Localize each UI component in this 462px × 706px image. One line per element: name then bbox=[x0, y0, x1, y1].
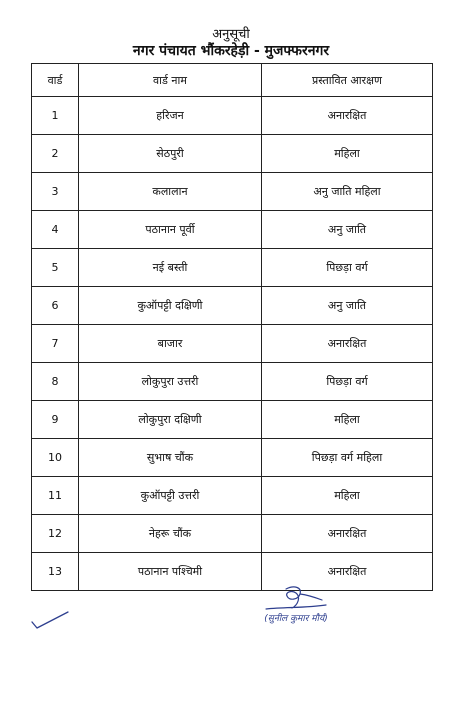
ward-name-cell: लोकुपुरा उत्तरी bbox=[79, 363, 262, 401]
reservation-cell: महिला bbox=[262, 401, 433, 439]
ward-number-cell: 8 bbox=[32, 363, 79, 401]
ward-name-cell: सेठपुरी bbox=[79, 135, 262, 173]
ward-number-cell: 11 bbox=[32, 477, 79, 515]
table-row bbox=[32, 401, 433, 439]
column-header-reservation: प्रस्तावित आरक्षण bbox=[262, 64, 433, 97]
tick-mark-icon bbox=[30, 608, 70, 630]
ward-name-cell: हरिजन bbox=[79, 97, 262, 135]
table-row bbox=[32, 439, 433, 477]
table-row bbox=[32, 287, 433, 325]
signature-icon bbox=[256, 585, 336, 615]
ward-name-cell: बाजार bbox=[79, 325, 262, 363]
reservation-cell: अनु जाति bbox=[262, 211, 433, 249]
ward-name-cell: कुऑपट्टी उत्तरी bbox=[79, 477, 262, 515]
reservation-cell: अनारक्षित bbox=[262, 325, 433, 363]
ward-number-cell: 2 bbox=[32, 135, 79, 173]
reservation-cell: पिछड़ा वर्ग bbox=[262, 249, 433, 287]
reservation-cell: पिछड़ा वर्ग महिला bbox=[262, 439, 433, 477]
reservation-cell: महिला bbox=[262, 477, 433, 515]
ward-number-cell: 9 bbox=[32, 401, 79, 439]
table-row bbox=[32, 553, 433, 591]
table-row bbox=[32, 477, 433, 515]
ward-number-cell: 7 bbox=[32, 325, 79, 363]
ward-number-cell: 10 bbox=[32, 439, 79, 477]
reservation-cell: अनारक्षित bbox=[262, 553, 433, 591]
table-row bbox=[32, 173, 433, 211]
document-header bbox=[0, 28, 462, 59]
ward-name-cell: नई बस्ती bbox=[79, 249, 262, 287]
table-row bbox=[32, 211, 433, 249]
ward-number-cell: 13 bbox=[32, 553, 79, 591]
ward-name-cell: पठानान पश्चिमी bbox=[79, 553, 262, 591]
ward-name-cell: लोकुपुरा दक्षिणी bbox=[79, 401, 262, 439]
ward-number-cell: 6 bbox=[32, 287, 79, 325]
column-header-ward: वार्ड bbox=[32, 64, 79, 97]
ward-number-cell: 1 bbox=[32, 97, 79, 135]
reservation-cell: अनु जाति bbox=[262, 287, 433, 325]
ward-number-cell: 5 bbox=[32, 249, 79, 287]
table-row bbox=[32, 249, 433, 287]
ward-name-cell: पठानान पूर्वी bbox=[79, 211, 262, 249]
table-row bbox=[32, 97, 433, 135]
reservation-cell: अनारक्षित bbox=[262, 515, 433, 553]
table-row bbox=[32, 135, 433, 173]
ward-name-cell: नेहरू चौंक bbox=[79, 515, 262, 553]
reservation-cell: अनारक्षित bbox=[262, 97, 433, 135]
table-row bbox=[32, 515, 433, 553]
ward-name-cell: कलालान bbox=[79, 173, 262, 211]
column-header-ward-name: वार्ड नाम bbox=[79, 64, 262, 97]
ward-number-cell: 12 bbox=[32, 515, 79, 553]
page-title: नगर पंचायत भौंकरहेड़ी - मुजफ्फरनगर bbox=[132, 43, 330, 59]
ward-number-cell: 4 bbox=[32, 211, 79, 249]
ward-name-cell: सुभाष चौंक bbox=[79, 439, 262, 477]
reservation-cell: महिला bbox=[262, 135, 433, 173]
reservation-cell: पिछड़ा वर्ग bbox=[262, 363, 433, 401]
ward-reservation-table bbox=[31, 63, 433, 591]
schedule-heading: अनुसूची bbox=[212, 27, 250, 42]
table-row bbox=[32, 363, 433, 401]
signatory-name: (सुनील कुमार मौर्य) bbox=[264, 614, 328, 624]
ward-name-cell: कुऑपट्टी दक्षिणी bbox=[79, 287, 262, 325]
ward-number-cell: 3 bbox=[32, 173, 79, 211]
table-header-row bbox=[32, 64, 433, 97]
reservation-cell: अनु जाति महिला bbox=[262, 173, 433, 211]
table-row bbox=[32, 325, 433, 363]
